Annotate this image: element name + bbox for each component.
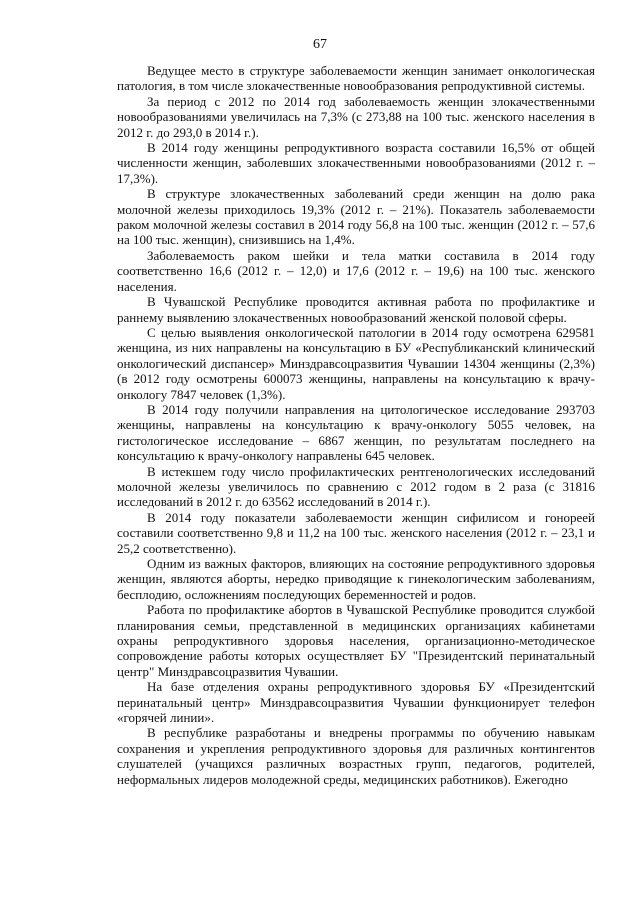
paragraph: С целью выявления онкологической патологии в 2014 году осмотрена 629581 женщина, из них направлены на консультацию в БУ «Республиканский клинический онкологический диспансер» Минздравсоцразвития Чувашии 14304 женщины (2,3%) (в 2012 году осмотрены 600073 женщины, направлены на консультацию к врачу-онкологу 7847 человек (1,3%). xyxy=(117,324,595,402)
text-body xyxy=(117,63,595,787)
paragraph: Одним из важных факторов, влияющих на состояние репродуктивного здоровья женщин, являются аборты, нередко приводящие к гинекологическим заболеваниям, бесплодию, осложнениям последующих беременностей и родов. xyxy=(117,556,595,602)
paragraph: Ведущее место в структуре заболеваемости женщин занимает онкологическая патология, в том числе злокачественные новообразования репродуктивной системы. xyxy=(117,63,595,94)
paragraph: В республике разработаны и внедрены программы по обучению навыкам сохранения и укрепления репродуктивного здоровья для различных контингентов слушателей (учащихся различных возрастных групп, педагогов, родителей, неформальных лидеров молодежной среды, медицинских работников). Ежегодно xyxy=(117,725,595,787)
paragraph: В истекшем году число профилактических рентгенологических исследований молочной железы увеличилось по сравнению с 2012 годом в 2 раза (с 31816 исследований в 2012 г. до 63562 исследований в 2014 г.). xyxy=(117,463,595,510)
paragraph: Работа по профилактике абортов в Чувашской Республике проводится службой планирования семьи, представленной в медицинских организациях кабинетами охраны репродуктивного здоровья населения, организационно-методическое сопровождение работы которых осуществляет БУ "Президентский перинатальный центр" Минздравсоцразвития Чувашии. xyxy=(117,602,595,679)
paragraph: Заболеваемость раком шейки и тела матки составила в 2014 году соответственно 16,6 (2012 г. – 12,0) и 17,6 (2012 г. – 19,6) на 100 тыс. женского населения. xyxy=(117,247,595,294)
paragraph: За период с 2012 по 2014 год заболеваемость женщин злокачественными новообразованиями увеличилась на 7,3% (с 273,88 на 100 тыс. женского населения в 2012 г. до 293,0 в 2014 г.). xyxy=(117,93,595,140)
paragraph: В структуре злокачественных заболеваний среди женщин на долю рака молочной железы приходилось 19,3% (2012 г. – 21%). Показатель заболеваемости раком молочной железы составил в 2014 году 56,8 на 100 тыс. женщин (2012 г. – 57,6 на 100 тыс. женщин), снизившись на 1,4%. xyxy=(117,186,595,248)
page-number: 67 xyxy=(313,37,327,52)
paragraph: В 2014 году показатели заболеваемости женщин сифилисом и гонореей составили соответственно 9,8 и 11,2 на 100 тыс. женского населения (2012 г. – 23,1 и 25,2 соответственно). xyxy=(117,509,595,556)
paragraph: В 2014 году получили направления на цитологическое исследование 293703 женщины, направлены на консультацию к врачу-онкологу 5055 человек, на гистологическое исследование – 6867 женщин, по результатам последнего на консультацию к врачу-онкологу направлены 645 человек. xyxy=(117,401,595,464)
paragraph: В Чувашской Республике проводится активная работа по профилактике и раннему выявлению злокачественных новообразований женской половой сферы. xyxy=(117,294,595,325)
paragraph: В 2014 году женщины репродуктивного возраста составили 16,5% от общей численности женщин, заболевших злокачественными новообразованиями (2012 г. – 17,3%). xyxy=(117,140,595,186)
paragraph: На базе отделения охраны репродуктивного здоровья БУ «Президентский перинатальный центр» Минздравсоцразвития Чувашии функционирует телефон «горячей линии». xyxy=(117,679,595,726)
